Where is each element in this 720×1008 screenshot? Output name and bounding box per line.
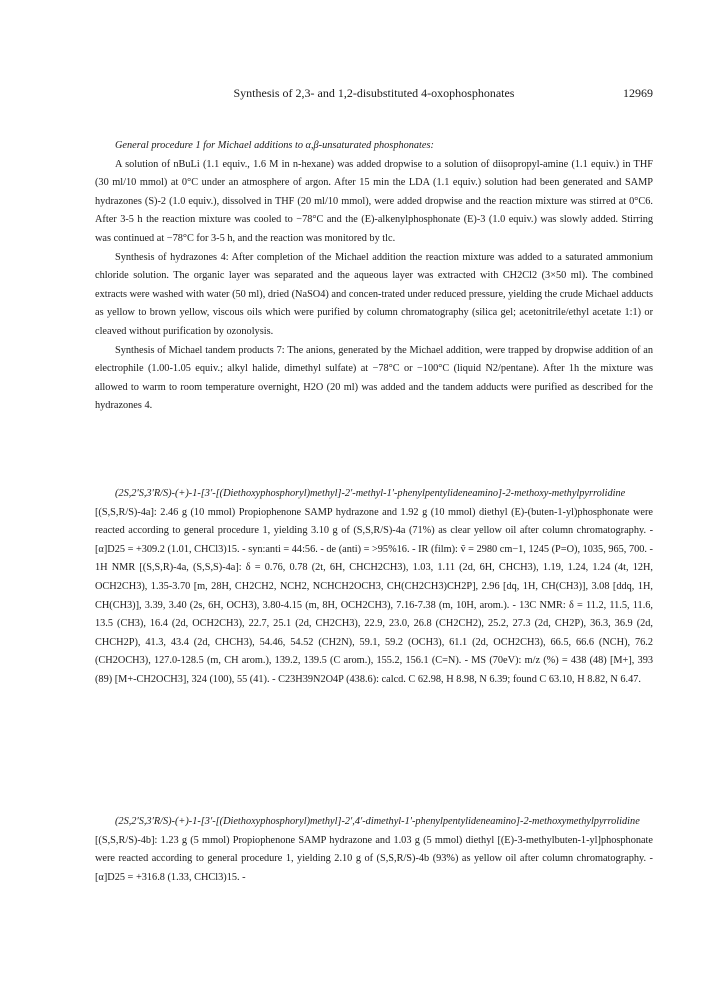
procedures-section [95,137,653,416]
compound-4b-name: (2S,2′S,3′R/S)-(+)-1-[3′-[(Diethoxyphosphoryl)methyl]-2′,4′-dimethyl-1′-phenylpentylideneamino]-2-methoxymethylpyrrolidine [115,816,640,827]
compound-4a-paragraph [95,485,653,690]
running-header [95,85,653,101]
compound-4a-name: (2S,2′S,3′R/S)-(+)-1-[3′-[(Diethoxyphosphoryl)methyl]-2′-methyl-1′-phenylpentylideneamino]-2-methoxy-methylpyrrolidine [115,488,626,499]
hydrazones-paragraph: Synthesis of hydrazones 4: After completion of the Michael addition the reaction mixture was added to a saturated ammonium chloride solution. The organic layer was separated and the aqueous layer was extracted with CH2Cl2 (3×50 ml). The combined extracts were washed with water (50 ml), dried (NaSO4) and concen-trated under reduced pressure, yielding the crude Michael adducts as yellow to brown yellow, viscous oils which were purified by column chromatography (silica gel; acetonitrile/ethyl acetate 1:1) or cleaved without purification by ozonolysis. [95,251,653,337]
compound-4a-entry [95,485,653,690]
tandem-products-paragraph: Synthesis of Michael tandem products 7: The anions, generated by the Michael addition, were trapped by dropwise addition of an electrophile (1.00-1.05 equiv.; alkyl halide, dimethyl sulfate) at −78°C or −100°C (liquid N2/pentane). After 1h the mixture was allowed to warm to room temperature overnight, H2O (20 ml) was added and the tandem adducts were purified as described for the hydrazones 4. [95,344,653,412]
compound-4b-paragraph [95,813,653,887]
running-title: Synthesis of 2,3- and 1,2-disubstituted 4-oxophosphonates [233,86,515,100]
general-procedure-heading [95,137,653,156]
general-procedure-title: General procedure 1 for Michael additions to α,β-unsaturated phosphonates: [115,140,434,151]
general-procedure-paragraph: A solution of nBuLi (1.1 equiv., 1.6 M in n-hexane) was added dropwise to a solution of diisopropyl-amine (1.1 equiv.) in THF (30 ml/10 mmol) at 0°C under an atmosphere of argon. After 15 min the LDA (1.1 equiv.) solution had been generated and SAMP hydrazones (S)-2 (1.0 equiv.), dissolved in THF (20 ml/10 mmol), were added dropwise and the reaction mixture was stirred at 0°C6. After 3-5 h the reaction mixture was cooled to −78°C and the (E)-alkenylphosphonate (E)-3 (1.0 equiv.) was slowly added. Stirring was continued at −78°C for 3-5 h, and the reaction was monitored by tlc. [95,158,653,244]
page-number: 12969 [623,86,653,100]
compound-4a-data: [(S,S,R/S)-4a]: 2.46 g (10 mmol) Propiophenone SAMP hydrazone and 1.92 g (10 mmol) diethyl (E)-(buten-1-yl)phosphonate were reacted according to general procedure 1, yielding 3.10 g of (S,S,R/S)-4a (71%) as clear yellow oil after column chromatography. - [α]D25 = +309.2 (1.01, CHCl3)15. - syn:anti = 44:56. - de (anti) = >95%16. - IR (film): ṽ = 2980 cm−1, 1245 (P=O), 1035, 965, 700. - 1H NMR [(S,S,R)-4a, (S,S,S)-4a]: δ = 0.76, 0.78 (2t, 6H, CHCH2CH3), 1.03, 1.11 (2d, 6H, CHCH3), 1.19, 1.24, 1.24 (4t, 12H, OCH2CH3), 1.35-3.70 [m, 28H, CH2CH2, NCH2, NCHCH2OCH3, CH(CH2CH3)CH2P], 2.96 [dq, 1H, CH(CH3)], 3.08 [ddq, 1H, CH(CH3)], 3.39, 3.40 (2s, 6H, OCH3), 3.80-4.15 (m, 8H, OCH2CH3), 7.16-7.38 (m, 10H, arom.). - 13C NMR: δ = 11.2, 11.5, 11.6, 13.5 (CH3), 16.4 (2d, OCH2CH3), 22.7, 25.1 (2d, CH2CH3), 22.9, 23.0, 26.8 (CH2CH2), 25.2, 27.3 (2d, CH2P), 36.3, 36.9 (2d, CHCH2P), 41.3, 43.4 (2d, CHCH3), 54.46, 54.52 (CH2N), 59.1, 59.2 (OCH3), 61.1 (2d, OCH2CH3), 66.5, 66.6 (NCH), 76.2 (CH2OCH3), 127.0-128.5 (m, CH arom.), 139.2, 139.5 (C arom.), 155.2, 156.1 (C=N). - MS (70eV): m/z (%) = 438 (48) [M+], 393 (89) [M+-CH2OCH3], 324 (100), 55 (41). - C23H39N2O4P (438.6): calcd. C 62.98, H 8.98, N 6.39; found C 63.10, H 8.82, N 6.47. [95,506,653,685]
compound-4b-entry [95,813,653,887]
compound-4b-data: [(S,S,R/S)-4b]: 1.23 g (5 mmol) Propiophenone SAMP hydrazone and 1.03 g (5 mmol) diethyl [(E)-3-methylbuten-1-yl]phosphonate were reacted according to general procedure 1, yielding 2.10 g of (S,S,R/S)-4b (93%) as yellow oil after column chromatography. - [α]D25 = +316.8 (1.33, CHCl3)15. - [95,834,653,883]
